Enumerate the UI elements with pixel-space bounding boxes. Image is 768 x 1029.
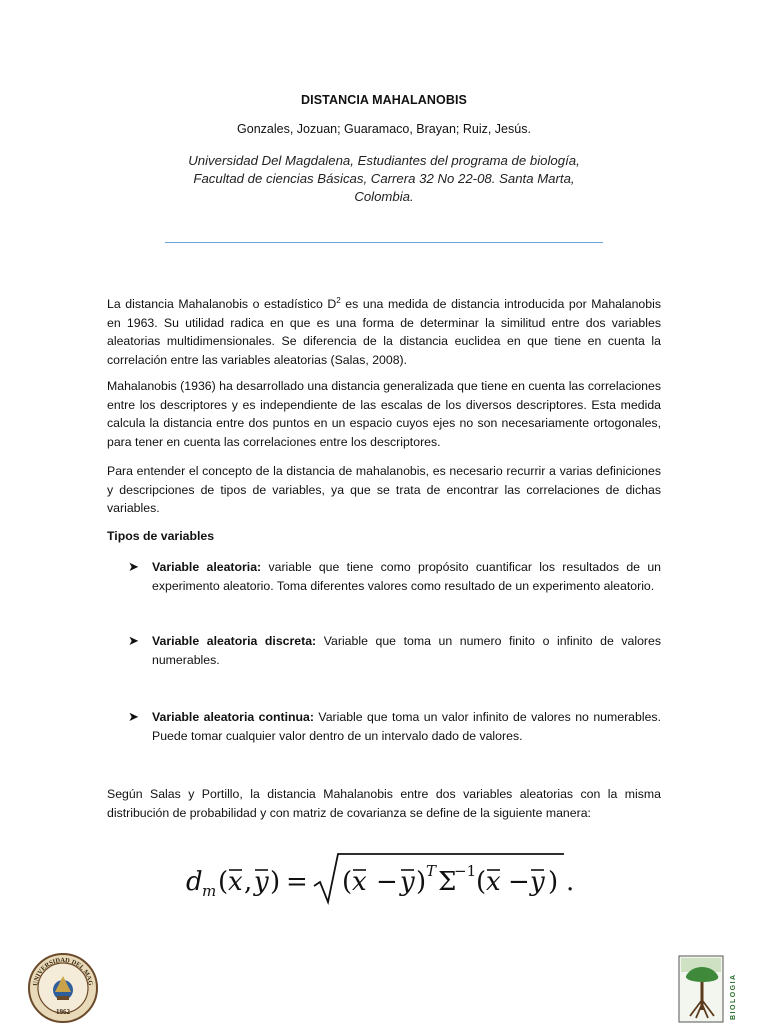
mahalanobis-formula (186, 850, 586, 910)
svg-text:(: ( (342, 867, 353, 897)
list-item (128, 558, 661, 595)
paragraph-4: Según Salas y Portillo, la distancia Mahalanobis entre dos variables aleatorias con la misma distribución de probabilidad y con matriz de covarianza se define de la siguiente manera: (107, 787, 661, 820)
list-item-term: Variable aleatoria continua: (152, 710, 314, 724)
list-item (128, 632, 661, 669)
formula-subscript-m: m (202, 882, 217, 900)
seal-year: 1962 (56, 1008, 70, 1016)
formula-sigma: Σ (438, 867, 457, 897)
biology-logo-text: BIOLOGIA (730, 973, 737, 1020)
list-item-term: Variable aleatoria discreta: (152, 634, 317, 648)
svg-text:,: , (244, 867, 253, 897)
formula-x3: x (486, 867, 501, 897)
formula-d: d (186, 867, 203, 897)
formula-y1: y (254, 867, 269, 897)
svg-text:): ) (548, 867, 559, 897)
formula-inverse: −1 (454, 862, 477, 880)
list-item-text: variable que tiene como propósito cuantificar los resultados de un experimento aleatorio. Toma diferentes valores como resultado de un experimento aleatorio. (152, 560, 661, 593)
header-divider (165, 242, 603, 243)
formula-y2: y (400, 867, 415, 897)
list-item-term: Variable aleatoria: (152, 560, 262, 574)
svg-text:(: ( (218, 867, 229, 897)
paragraph-1 (107, 292, 661, 369)
formula-y3: y (530, 867, 545, 897)
formula-x2: x (352, 867, 367, 897)
university-seal-logo (27, 952, 99, 1024)
paragraph-1-text-before: La distancia Mahalanobis o estadístico D (107, 297, 337, 312)
arrow-bullet-icon: ➤ (128, 709, 139, 724)
list-item (128, 708, 661, 745)
list-item-text: Variable que toma un numero finito o infinito de valores numerables. (152, 634, 661, 667)
arrow-bullet-icon: ➤ (128, 633, 139, 648)
paragraph-1-superscript: 2 (336, 296, 341, 305)
paragraph-1-text-after: es una medida de distancia introducida por Mahalanobis en 1963. Su utilidad radica en que es una forma de determinar la similitud entre dos variables aleatorias multidimensionales. Se diferencia de la distancia euclidea en que tiene en cuenta la correlación entre las variables aleatorias (Salas, 2008). (107, 297, 661, 367)
svg-text:−: − (508, 867, 530, 897)
svg-text:=: = (286, 867, 308, 897)
document-title: DISTANCIA MAHALANOBIS (301, 93, 467, 107)
arrow-bullet-icon: ➤ (128, 559, 139, 574)
paragraph-3: Para entender el concepto de la distancia de mahalanobis, es necesario recurrir a varias definiciones y descripciones de tipos de variables, ya que se trata de encontrar las correlaciones de dichas variables. (107, 464, 661, 516)
svg-text:(: ( (476, 867, 487, 897)
svg-text:): ) (270, 867, 281, 897)
formula-transpose: T (426, 862, 437, 880)
paragraph-2: Mahalanobis (1936) ha desarrollado una distancia generalizada que tiene en cuenta las correlaciones entre los descriptores y es independiente de las escalas de los diversos descriptores. Esta medida calcula la distancia entre dos puntos en un espacio cuyos ejes no son necesariamente ortogonales, para tener en cuenta las correlaciones entre los descriptores. (107, 379, 661, 449)
section-heading-tipos: Tipos de variables (107, 529, 215, 543)
formula-period: . (566, 867, 575, 897)
document-authors: Gonzales, Jozuan; Guaramaco, Brayan; Ruiz, Jesús. (237, 122, 531, 136)
biology-program-logo (678, 954, 740, 1024)
formula-x1: x (228, 867, 243, 897)
list-item-text: Variable que toma un valor infinito de valores no numerables. Puede tomar cualquier valor dentro de un intervalo dado de valores. (152, 710, 661, 743)
svg-text:−: − (376, 867, 398, 897)
document-affiliation: Universidad Del Magdalena, Estudiantes del programa de biología, Facultad de ciencias Básicas, Carrera 32 No 22-08. Santa Marta, Colombia. (188, 153, 580, 204)
svg-text:): ) (416, 867, 427, 897)
seal-university-text: UNIVERSIDAD DEL MAG (32, 956, 94, 987)
